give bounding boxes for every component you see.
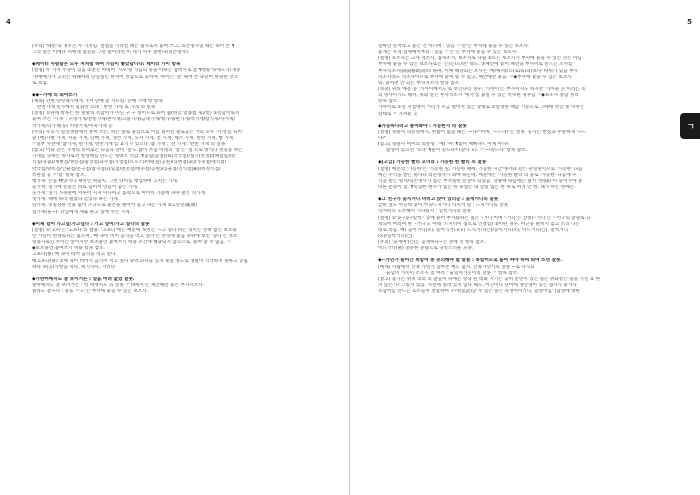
body-text-line: 헛가게: 때에 따라 벌였다 걷었다 하는 가게. bbox=[32, 197, 120, 203]
body-text-line: 급한 일도 아닌데 늦이거나/느지거니 나서서 맞 : 느지거니의 잘못 bbox=[378, 203, 509, 209]
right-text-column bbox=[378, 44, 674, 295]
body-text-line: 말라도 갈구나 : 갈을 ☞'도'는 부사에 붙을 수 있는 보조사. bbox=[32, 289, 148, 295]
page-number: 4 bbox=[6, 18, 11, 26]
body-text-line: [예제] 사람에서 간혹 가던가 삼아본 예도 없지. 간혹가던가의 잘못 ~로 나가요 bbox=[378, 264, 535, 270]
body-text-line: 냐?' bbox=[378, 135, 387, 141]
body-text-line: [참고] 놓가는 위치 의의 의 말들이 뒤에는 상속 된 대화 거기는 늦어 문면이 있는 실은 위와같은 말을 가진 표 한 bbox=[378, 276, 601, 282]
entry-heading: ◆◆~가에 의 띄어쓰기 bbox=[32, 92, 78, 98]
body-text-line: 배고프다(뿔) ①배 속이 비어서 음식이 먹고 싶다 ②먹고/다들 있지 못할 정도로 생활이 넉넉하지 못하고 궁핍 bbox=[32, 258, 248, 264]
body-text-line: 말아에서도 잘 보이거든 : 먹 데에서도 의 잘못 ☞'데에서'는 제안해만 붙은 부사격조사. bbox=[32, 282, 205, 288]
body-text-line: 상태로 ☞ 가까운 곳 bbox=[378, 111, 418, 117]
body-text-line: [설명] 형용사 의문형에서, 반쯤이 없을 때는 '~냐?'이며, '~느냐?'는 잘못. 동사는 반점과 무관하게 '~느 bbox=[378, 129, 586, 135]
body-text-line: 잉커따니 도착해서 기다렸지 : 일찍거니의 잘못 bbox=[378, 209, 472, 215]
entry-heading: ◆그 친구가 늦지거니 비비고 앉아 있더군 : 늦게거니의 잘못 bbox=[378, 197, 499, 203]
body-text-line: 복합어를 만드는 요소들이 결합하여 조어(造語)할 수 있는 말은 파생어이거나, 합성어임' (합성에 대한 bbox=[378, 289, 580, 295]
body-text-line: 언 가능이 현재로서는 없으며, '배 속이 비어 음식을 먹고 싶다'는 본뜻에 불음 ②위에 보인 '싶다'는 보조 bbox=[32, 233, 238, 239]
body-text-line: [설명] ①위에 항목은 한 낱말의 복합어가 아닌 구 구 성어므로 띄어 씀(한글 맞춤법 제2항) ②복합어로서 bbox=[32, 111, 240, 117]
body-text-line: 가게를 뜻하는 명사로서 항상에를 만드는 형태소 역할. ¶꽃집(꽃점)/회(국국점)/실기(옷점)/(쇄점집)/문 bbox=[32, 154, 236, 160]
body-text-line: 로 보임. bbox=[32, 80, 49, 86]
body-text-line: 하다 ③(공)사항을 먹다, 허기지다, 거리다 bbox=[32, 264, 116, 270]
body-text-line: 붙여 쓰는 '가게' : 구멍가게/전통가게/판가게/고물가게/금속가게/행가게/판가게/먹가게/잡가게/자거게/ bbox=[32, 117, 235, 123]
body-text-line: 약국점/양복점/인슬점/문구점/잡지점/과일점/천옷점/백수점(공변)/동물점/진익점(鎭)/한정식점/ bbox=[32, 166, 221, 172]
body-text-line: [제목] 단변가/단폐가에게 가서 단배 좀 사오렴: 단배 가에 항 항목 bbox=[32, 98, 163, 104]
body-text-line: 이드거니(뿔) 충분한 분량으로 연족스러운 모양. bbox=[378, 246, 474, 252]
body-text-line: 항목 참조. bbox=[378, 99, 399, 105]
body-text-line: [주의] '늦재며'(○)는 늦재하다~는 준데 것 항목 참조. bbox=[378, 240, 486, 246]
body-text-line: 부사에 붙을 수 있는 보조사로는 '은/는/도/만' 정도. ③체언에 붙어 체언을 부사어로 만드는 조사를 bbox=[378, 62, 573, 68]
entry-heading: ◆[고급] 가능한 빨리 오너라 : 가능한 한 빨리 의 잘못 bbox=[378, 160, 487, 166]
body-text-line: (×)/일찍거니(○). bbox=[378, 233, 414, 239]
body-text-line: 얼마만 먼저라고 좋은 건 아니여 : 맞음 ☞'만'은 부사에 붙을 수 있는 보조사. bbox=[378, 44, 530, 49]
right-page bbox=[350, 0, 700, 495]
page-number: 5 bbox=[687, 18, 692, 26]
body-text-line: 의 명사이기도 해서, 위와 같은 부사격조사 '에서'를 붙일 수 있는 특수한 경우임 ☞◆보조사 종합 정리 bbox=[378, 93, 579, 99]
body-text-line: 들가게: 길가에 문들은 바로 들어서 만들어 놓은 가게 bbox=[32, 184, 137, 190]
body-text-line: 술넘이 가듯이 조조지 좀 마라 : 술넘이가듯이의 잘못 ☞ 항목 참조. bbox=[386, 270, 519, 276]
section-tab bbox=[680, 113, 700, 139]
body-text-line: [설명] ①'고파'는 '고프다'의 활용. '고프다'에는 예문에 보이는 '~고 싶다'라는 의미는 전혀 없는 보조용 bbox=[32, 227, 237, 233]
body-text-line: 와, 붙이면 안 되는 부사격조사 항목 참조. bbox=[378, 80, 461, 86]
body-text-line: 형용사로인 쓰이는 앞이지만 보조용언 붙여쓰기 허용 조건에 해당되지 않으므로, 붙여 쓸 수 없음. ☞ bbox=[32, 240, 232, 246]
body-text-line: 부사격조사(副詞格助詞)라 하며, 이에 해당되는 조사는 '에/에서/(으)로/와/과/보다' 따위가 있음 부사 bbox=[378, 68, 578, 74]
body-text-line: [참고] 이와 같은 가게의 의미로는 다음과 같이 '점'도 많이 쓰임 아래의 '점'은 '점'으로 방식나 명일을 하는 bbox=[32, 148, 243, 154]
body-text-line: [보충] 위의 예문 중 '가까이에서도'로 보인다의 경우, '가까이'는 부사이지도 하지만 '가까운 곳'이라는 뜻 bbox=[378, 86, 586, 92]
body-text-line: 식을 받는 명사/의존명사가 없는 부적절한 문장이 되었음. 상황에 따름에는 필시 '한(限)'이 들어가야 올 bbox=[378, 178, 583, 184]
body-text-line: ☞일부 사전에 '뽑가게, 반가게, 반찬가게'를 표기가 있으나 '뽑 가게', '잔 가게'. 반찬 가게 의 잘못. bbox=[32, 141, 227, 147]
body-text-line: [설명] ①'늦-/늦-/일찍-' 등에 붙어 부사화하는 접은 '-거니'이며 '-거니'는 잘못('-거니'는 '-거니'의 맞말로 규 bbox=[378, 215, 591, 221]
body-text-line: ◆보조용언 붙여쓰기 허용 항목 참조. bbox=[32, 246, 105, 252]
entry-heading: ◆이제 걸어 가고싶/가고싶다 : 가고 싶어/가고 싶다의 잘못 bbox=[32, 221, 150, 227]
entry-heading: ◆가반어에서도 잘 보이거든 : 얼음 어려 없었 잘못. bbox=[32, 276, 135, 282]
body-text-line: 가까이로 ①먼 지점에서 거리가 조금 떨어져 있는 상태로 ②일정한 때를 기준으로 그때에 약간 못 미치는 bbox=[378, 105, 585, 111]
body-text-line: 말성이 있으면 '으냐' ¶물이 깊으냐? (깊나 ×). ☞'~냐/느냐' 항목 참조. bbox=[386, 148, 528, 154]
body-text-line: 행가게: 돈을 빼앗거나 재미인 위돌이, 그런 타미를 행업하여 고치는 가게 bbox=[32, 178, 177, 184]
body-text-line: 정되어 버리며 한 '-거니'도 아래 '느지막이 몫으로 인정함) ②어떤 경우, 어근을 밝히지 않고 소리 나는 bbox=[378, 221, 580, 227]
body-text-line: 웃가게: 일기 가축판에 이루어 지지 아니하고 틀락으로 여어서 가좋에 파아 팔은 짓가게. bbox=[32, 191, 207, 197]
body-text-line: 고프다(뿔) 배 속이 비어 음식을 먹고 싶다. bbox=[32, 252, 117, 258]
body-text-line: 식집(유출)/재뿐점/병송점/물상점/과수점/가생점(유오스)/야관점(공원)/표변점(表)/가축점/에식점/ bbox=[32, 160, 227, 166]
body-text-line: 그것 얼은 이에다 먹에래 침질을 그런 말이라면 이 세가 아주 말한다(의존명사). bbox=[32, 50, 190, 56]
body-text-line: 좋게는 우리 함께예서부터 : 맞음 ☞'는'은 부사에 붙을 수 있는 보조사. bbox=[378, 50, 518, 56]
section-tab-label: ㄱ bbox=[687, 122, 695, 131]
body-text-line: 특판점 등 ☞'점' 항목 참조. bbox=[32, 172, 86, 178]
body-text-line: 난가게: ①일정한 건물 없이 소규모로 물건을 벌이어 놓고 파는 가게 ②=난전(亂廛) bbox=[32, 203, 198, 209]
body-text-line: 작가게/먹가게(풍) 이방가게/이북가게 등 bbox=[32, 123, 113, 129]
body-text-line: 가/예배가가 고민은 위해야의 단동점인 한저어 결합으로 되어야. 아이은 '갈' 뛰어 쓴 ②단어 바당반 것으 bbox=[32, 74, 239, 80]
body-text-line: 격조사라도 격조사이므로 부사에 붙여 쓸 수 없고, 체언에만 붙음. ☞◆부사에 붙을 수 있는 보조사 bbox=[378, 74, 572, 80]
body-text-line: 대로 적음. 예) 늦이거니(×), 늦어가거니(×) 느지거니(○)/늦이거니(×), 이드거니(○), 일찍거니 bbox=[378, 227, 569, 233]
body-text-line: [주의] 우리가 일상생활에서 흔히 쓰는, 하는 말로 중심으로 이를 외어진 철로들은 거의 모두 '가게'를 띄어 bbox=[32, 129, 242, 135]
body-text-line: 쓸 (예)가방 가게, 서울 가게, 단배 가게, 생선 가게, 모자 가게, 옷 가게, 채소 가게, 반찬 가게, 빵 가게. bbox=[32, 135, 235, 141]
entry-heading: ◆케이터 사람들은 모두 저처럼 하여 가끔이 좋았답니다: 케이터 가이 항목 bbox=[32, 62, 181, 68]
body-text-line: 에는 수식을 받는 명사나 의존명사가 와야 하는데, 예문에는 '가능한 빨리'의 꼴로 '가능한' 다음에 수 bbox=[378, 172, 577, 178]
body-text-line: 점가게(물~): 난입에게 새뚫 판고 일에 수는 가게. bbox=[32, 209, 132, 215]
entry-heading: ◆가능하나라고 물어봐야 : 가능한지 라 잘못 bbox=[378, 123, 467, 129]
body-text-line: 바른 문장이 됨. ¶복합한 변수가 없는 한 휴업은 내 할일 없는 한 바로 여겨 안 한, 내가 아는 한에는. bbox=[378, 184, 576, 190]
body-text-line: 반찬가게 롯가에서 일회만 요네 : 반찬 가게 로 가게 의 항목 bbox=[37, 105, 156, 111]
body-text-line: 지 않는가? 그렇지 않음. 사전에 실려 있지 않다 해도, 어근이나 단어에 생산성이 있는 접사가 붙거나 bbox=[378, 282, 577, 288]
body-text-line: [주의] '때문'의 경우는 두 가지임. 설렘을 가리킬 때는 접사로서 붙여 쓰고, 의존명사일 때는 띄어 쓴 ¶ bbox=[32, 44, 235, 49]
body-text-line: [설명] ①조사는 크게 격조사, 접속조사, 보조사로 나뉨 ②모든 보조사가 부사에 붙을 수 있는 것은 아님. bbox=[378, 56, 584, 62]
body-text-line: [설명] 두 가지 주장이 있음 ①친은 아래어 '가포'형 가끔의 중을 아하는 잡비사로 봄 ¶행운가/세도가/개상 bbox=[32, 68, 241, 74]
left-text-column bbox=[32, 44, 328, 295]
body-text-line: [참고] 형용사 어미의 의문형 : 예) '아' ¶좋이 예뻐냐?, 이제 아냐? bbox=[378, 142, 509, 148]
body-text-line: [설명] 예문의 '가능한'은 '가능한 일, 가능한 때에, 가능한 시간'에서와 같은 관형형이므로 '가능한' 다음 bbox=[378, 166, 583, 172]
entry-heading: ◆~가던가 들어간 복합어 중 유의해야 할 말들 : 복합어므로 붙여 써야 하며 띄어 쓰면 잘못. bbox=[378, 258, 563, 264]
